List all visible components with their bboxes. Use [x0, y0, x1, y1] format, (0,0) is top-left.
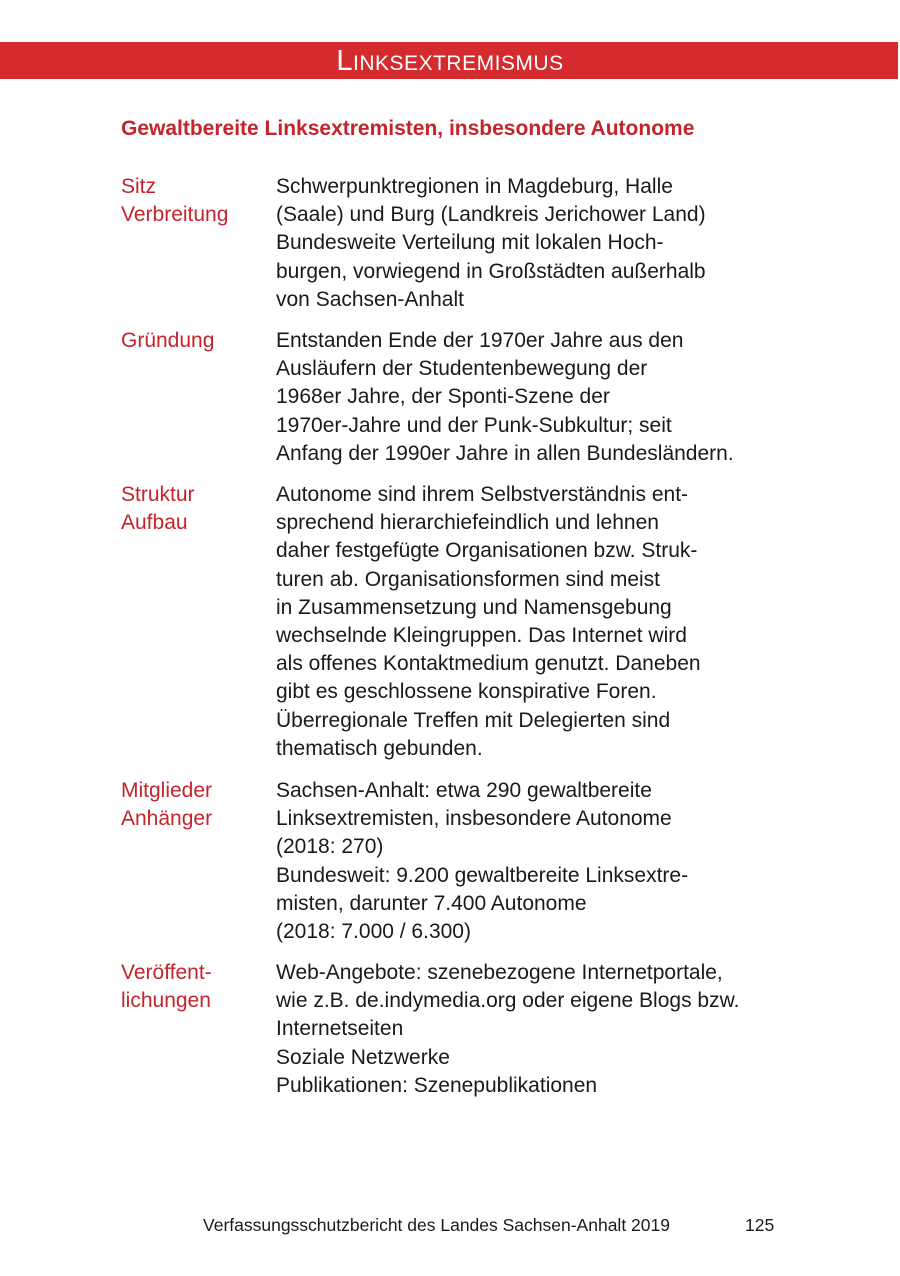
- section-content: Entstanden Ende der 1970er Jahre aus den Ausläufern der Studentenbewegung der 1968er Jahre, der Sponti-Szene der 1970er-Jahre und der Punk-Subkultur; seit Anfang der 1990er Jahre in allen Bundesländern.: [276, 329, 734, 465]
- section-label: Sitz Verbreitung: [121, 175, 229, 227]
- section-label: Struktur Aufbau: [121, 483, 195, 535]
- page-title: [0, 43, 900, 82]
- section-heading: Gewaltbereite Linksextremisten, insbesondere Autonome: [121, 117, 695, 140]
- section-label: Mitglieder Anhänger: [121, 779, 213, 831]
- section-content: Web-Angebote: szenebezogene Internetportale, wie z.B. de.indymedia.org oder eigene Blogs bzw. Internetseiten Soziale Netzwerke Publikationen: Szenepublikationen: [276, 961, 740, 1097]
- section-content: Sachsen-Anhalt: etwa 290 gewaltbereite Linksextremisten, insbesondere Autonome (2018: 270) Bundesweit: 9.200 gewaltbereite Linksextre- misten, darunter 7.400 Autonome (2018: 7.000 / 6.300): [276, 779, 689, 944]
- page-number: 125: [745, 1215, 775, 1235]
- section-label: Gründung: [121, 329, 215, 352]
- section-content: Schwerpunktregionen in Magdeburg, Halle (Saale) und Burg (Landkreis Jerichower Land) Bundesweite Verteilung mit lokalen Hoch- burgen, vorwiegend in Großstädten außerhalb von Sachsen-Anhalt: [276, 175, 706, 311]
- page-title-rest: INKSEXTREMISMUS: [353, 52, 564, 75]
- section-label: Veröffent- lichungen: [121, 961, 212, 1013]
- page-title-initial: L: [336, 45, 354, 77]
- footer-text: Verfassungsschutzbericht des Landes Sachsen-Anhalt 2019: [203, 1215, 670, 1235]
- section-content: Autonome sind ihrem Selbstverständnis ent- sprechend hierarchiefeindlich und lehnen daher festgefügte Organisationen bzw. Struk- turen ab. Organisationsformen sind meist in Zusammensetzung und Namensgebung wechselnde Kleingruppen. Das Internet wird als offenes Kontaktmedium genutzt. Daneben gibt es geschlossene konspirative Foren. Überregionale Treffen mit Delegierten sind thematisch gebunden.: [276, 483, 701, 760]
